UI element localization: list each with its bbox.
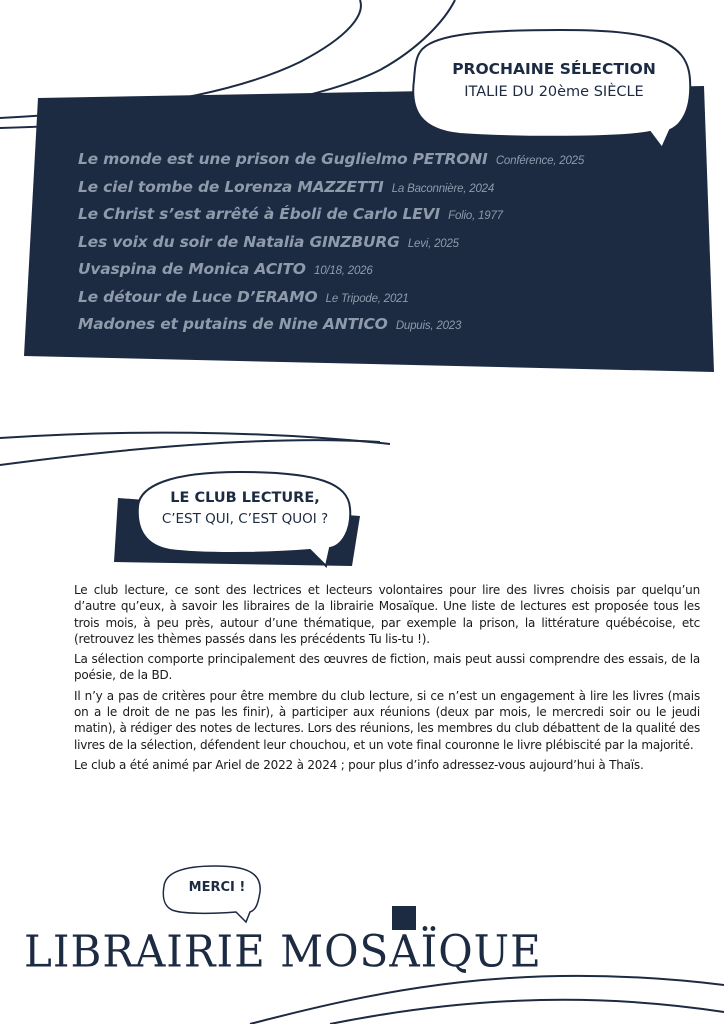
book-item: Les voix du soir de Natalia GINZBURG Levi, 2025 xyxy=(78,232,459,251)
book-item: Le détour de Luce D’ERAMO Le Tripode, 2021 xyxy=(78,287,409,306)
paragraph: Il n’y a pas de critères pour être membre du club lecture, si ce n’est un engagement à lire les livres (mais on a le droit de ne pas les finir), à participer aux réunions (deux par mois, le mercredi soir ou le jeudi matin), à rédiger des notes de lectures. Lors des réunions, les membres du club débattent de la qualité des livres de la sélection, défendent leur chouchou, et un vote final couronne le livre plébiscité par la majorité. xyxy=(74,688,700,752)
book-item: Le ciel tombe de Lorenza MAZZETTI La Baconnière, 2024 xyxy=(78,177,495,196)
book-publisher: Le Tripode, 2021 xyxy=(325,292,409,305)
merci-text: MERCI ! xyxy=(188,880,246,895)
next-selection-title: PROCHAINE SÉLECTION xyxy=(452,60,656,78)
book-publisher: Levi, 2025 xyxy=(407,237,459,250)
paragraph: Le club a été animé par Ariel de 2022 à 2024 ; pour plus d’info adressez-vous aujourd’hui à Thaïs. xyxy=(74,757,644,772)
next-selection-subtitle: ITALIE DU 20ème SIÈCLE xyxy=(464,84,644,100)
book-publisher: 10/18, 2026 xyxy=(314,265,373,277)
book-item: Le Christ s’est arrêté à Éboli de Carlo LEVI Folio, 1977 xyxy=(78,205,503,223)
book-item: Uvaspina de Monica ACITO 10/18, 2026 xyxy=(78,260,373,278)
book-publisher: Conférence, 2025 xyxy=(495,155,585,167)
paragraph: La sélection comporte principalement des œuvres de fiction, mais peut aussi comprendre des essais, de la poésie, de la BD. xyxy=(74,652,700,683)
book-list xyxy=(78,146,688,339)
librairie-logo: LIBRAIRIE MOSAÏQUE xyxy=(24,925,542,978)
club-title: LE CLUB LECTURE, xyxy=(170,490,320,506)
club-description xyxy=(74,582,700,777)
book-item: Madones et putains de Nine ANTICO Dupuis, 2023 xyxy=(78,315,462,333)
paragraph: Le club lecture, ce sont des lectrices et lecteurs volontaires pour lire des livres choisis par quelqu’un d’autre qu’eux, à savoir les libraires de la librairie Mosaïque. Une liste de lectures est proposée tous les trois mois, à peu près, autour d’une thématique, par exemple la prison, la littérature québécoise, etc (retrouvez les thèmes passés dans les précédents Tu lis-tu !). xyxy=(74,583,700,646)
book-publisher: La Baconnière, 2024 xyxy=(391,182,495,195)
club-subtitle: C’EST QUI, C’EST QUOI ? xyxy=(161,511,329,527)
book-publisher: Dupuis, 2023 xyxy=(395,320,462,332)
book-publisher: Folio, 1977 xyxy=(448,210,503,222)
book-item: Le monde est une prison de Guglielmo PETRONI Conférence, 2025 xyxy=(78,150,585,168)
